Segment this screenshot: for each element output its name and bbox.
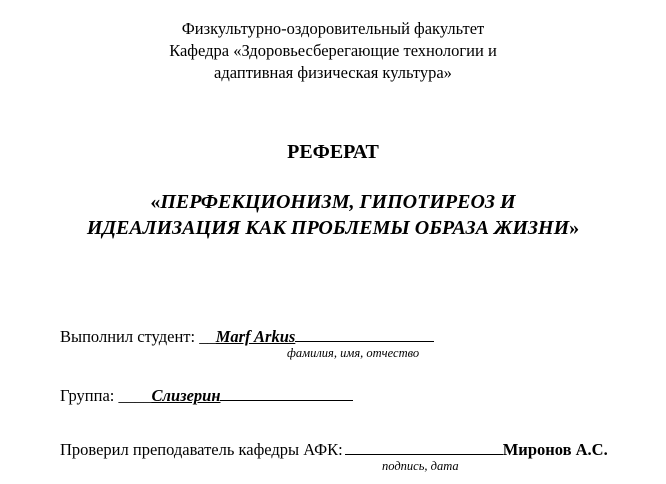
faculty-name: Физкультурно-оздоровительный факультет: [181, 19, 485, 38]
department-name-line-2: адаптивная физическая культура»: [214, 63, 452, 82]
group-name-value: Слизерин: [151, 386, 221, 405]
group-field-row: [60, 385, 353, 406]
group-lead-blank: ____: [118, 386, 152, 405]
topic-title-line-2: [0, 216, 666, 240]
student-blank-line: [295, 326, 434, 342]
topic-title-line-1: [0, 190, 666, 214]
student-field-hint: фамилия, имя, отчество: [287, 346, 420, 360]
group-label: Группа:: [60, 386, 115, 405]
group-blank-line: [220, 385, 353, 401]
teacher-field-hint: подпись, дата: [382, 459, 459, 473]
document-type-title: РЕФЕРАТ: [287, 141, 379, 163]
student-label: Выполнил студент:: [60, 327, 196, 346]
topic-line-2-text: ИДЕАЛИЗАЦИЯ КАК ПРОБЛЕМЫ ОБРАЗА ЖИЗНИ: [86, 217, 570, 239]
teacher-field-row: [60, 439, 608, 460]
student-name-value: Marf Arkus: [215, 327, 296, 346]
department-name-line-1: Кафедра «Здоровьесберегающие технологии и: [169, 41, 497, 60]
topic-line-1-text: ПЕРФЕКЦИОНИЗМ, ГИПОТИРЕОЗ И: [160, 191, 516, 213]
topic-close-quote: »: [569, 217, 580, 239]
student-lead-blank: __: [199, 327, 216, 346]
topic-open-quote: «: [150, 191, 161, 213]
teacher-label: Проверил преподаватель кафедры АФК:: [60, 440, 343, 459]
teacher-name: Миронов А.С.: [502, 440, 608, 459]
teacher-signature-line: [345, 439, 503, 455]
student-field-row: [60, 326, 434, 347]
